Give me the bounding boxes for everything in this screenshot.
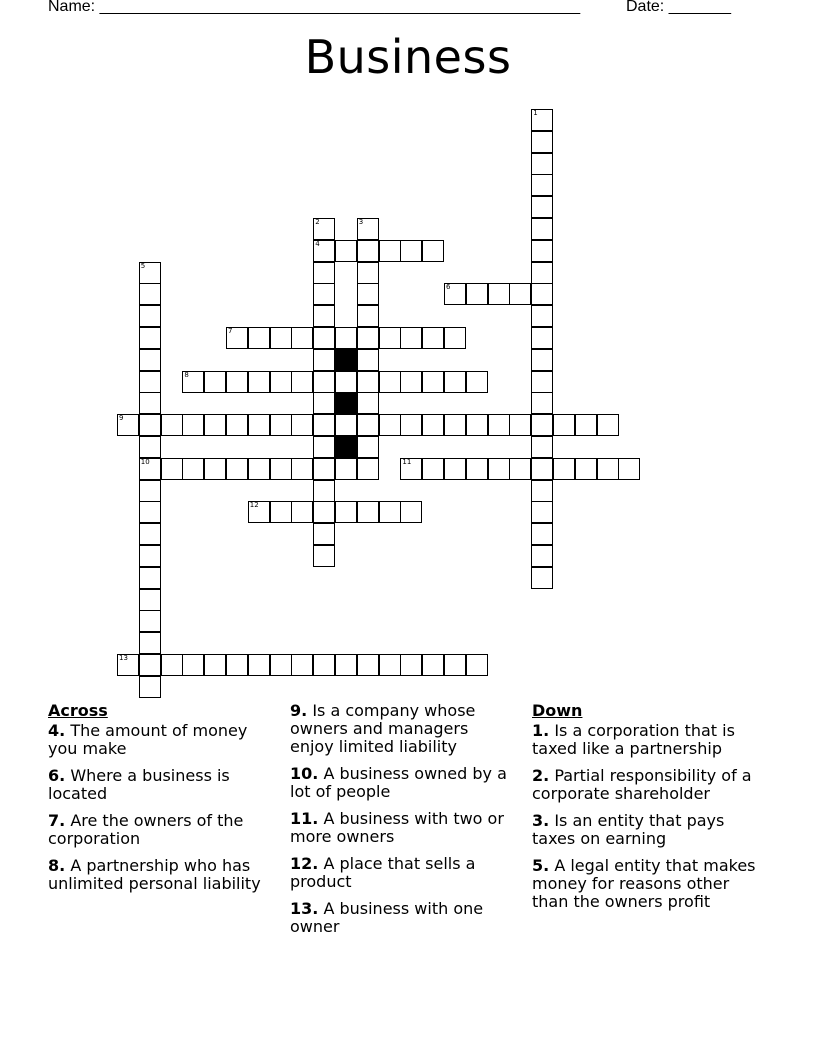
- grid-cell[interactable]: [313, 371, 335, 393]
- grid-cell[interactable]: [400, 654, 422, 676]
- grid-cell[interactable]: [357, 349, 379, 371]
- grid-cell[interactable]: [313, 480, 335, 502]
- grid-cell[interactable]: [509, 458, 531, 480]
- grid-cell[interactable]: [182, 371, 204, 393]
- clue-down-5: 5. A legal entity that makes money for reasons other than the owners profit: [532, 856, 756, 911]
- grid-cell[interactable]: [226, 327, 248, 349]
- grid-cell[interactable]: [313, 349, 335, 371]
- grid-cell[interactable]: [466, 371, 488, 393]
- grid-cell[interactable]: [531, 523, 553, 545]
- grid-cell[interactable]: [444, 414, 466, 436]
- name-line[interactable]: Name: ______________________________________________________: [48, 0, 581, 15]
- grid-cell[interactable]: [531, 349, 553, 371]
- grid-cell[interactable]: [139, 501, 161, 523]
- grid-cell[interactable]: [466, 414, 488, 436]
- grid-cell[interactable]: [379, 654, 401, 676]
- grid-cell[interactable]: [139, 458, 161, 480]
- clue-across-7: 7. Are the owners of the corporation: [48, 811, 244, 848]
- grid-cell[interactable]: [444, 371, 466, 393]
- grid-cell[interactable]: [226, 458, 248, 480]
- grid-cell[interactable]: [379, 240, 401, 262]
- grid-cell[interactable]: [313, 262, 335, 284]
- clue-down-2: 2. Partial responsibility of a corporate shareholder: [532, 766, 752, 803]
- grid-cell[interactable]: [400, 371, 422, 393]
- grid-cell[interactable]: [291, 501, 313, 523]
- grid-cell[interactable]: [335, 240, 357, 262]
- grid-cell[interactable]: [226, 654, 248, 676]
- grid-cell[interactable]: [161, 414, 183, 436]
- grid-cell[interactable]: [575, 414, 597, 436]
- grid-cell[interactable]: [139, 654, 161, 676]
- grid-cell[interactable]: [270, 458, 292, 480]
- grid-cell[interactable]: [313, 414, 335, 436]
- grid-cell[interactable]: [379, 327, 401, 349]
- grid-cell[interactable]: [117, 414, 139, 436]
- grid-cell[interactable]: [248, 327, 270, 349]
- across-column-2: [290, 702, 514, 945]
- grid-cell[interactable]: [444, 654, 466, 676]
- grid-cell[interactable]: [531, 262, 553, 284]
- grid-cell[interactable]: [335, 371, 357, 393]
- grid-cell[interactable]: [204, 414, 226, 436]
- clue-number-label: 3: [358, 218, 364, 226]
- down-column: [532, 702, 768, 920]
- grid-cell[interactable]: [357, 371, 379, 393]
- grid-cell[interactable]: [139, 480, 161, 502]
- clue-down-1: 1. Is a corporation that is taxed like a partnership: [532, 721, 735, 758]
- grid-cell[interactable]: [531, 131, 553, 153]
- grid-cell[interactable]: [248, 414, 270, 436]
- black-cell: [335, 349, 357, 371]
- grid-cell[interactable]: [444, 458, 466, 480]
- grid-cell[interactable]: [400, 240, 422, 262]
- grid-cell[interactable]: [531, 458, 553, 480]
- grid-cell[interactable]: [531, 414, 553, 436]
- grid-cell[interactable]: [313, 305, 335, 327]
- grid-cell[interactable]: [531, 109, 553, 131]
- grid-cell[interactable]: [313, 501, 335, 523]
- grid-cell[interactable]: [291, 458, 313, 480]
- grid-cell[interactable]: [313, 392, 335, 414]
- grid-cell[interactable]: [139, 327, 161, 349]
- grid-cell[interactable]: [531, 153, 553, 175]
- clue-across-9: 9. Is a company whose owners and managers enjoy limited liability: [290, 701, 476, 756]
- grid-cell[interactable]: [597, 414, 619, 436]
- clue-number-label: 7: [228, 327, 233, 335]
- across-heading: Across: [48, 701, 108, 720]
- grid-cell[interactable]: [313, 545, 335, 567]
- grid-cell[interactable]: [270, 654, 292, 676]
- across-column-1: [48, 702, 270, 902]
- grid-cell[interactable]: [444, 327, 466, 349]
- grid-cell[interactable]: [531, 196, 553, 218]
- grid-cell[interactable]: [139, 610, 161, 632]
- grid-cell[interactable]: [139, 262, 161, 284]
- grid-cell[interactable]: [531, 327, 553, 349]
- grid-cell[interactable]: [531, 174, 553, 196]
- grid-cell[interactable]: [139, 283, 161, 305]
- grid-cell[interactable]: [422, 458, 444, 480]
- grid-cell[interactable]: [357, 654, 379, 676]
- grid-cell[interactable]: [509, 414, 531, 436]
- grid-cell[interactable]: [575, 458, 597, 480]
- grid-cell[interactable]: [248, 371, 270, 393]
- clue-number-label: 13: [119, 654, 128, 662]
- grid-cell[interactable]: [553, 414, 575, 436]
- grid-cell[interactable]: [291, 414, 313, 436]
- grid-cell[interactable]: [488, 283, 510, 305]
- grid-cell[interactable]: [400, 458, 422, 480]
- grid-cell[interactable]: [379, 414, 401, 436]
- grid-cell[interactable]: [531, 480, 553, 502]
- clue-across-11: 11. A business with two or more owners: [290, 809, 504, 846]
- grid-cell[interactable]: [139, 545, 161, 567]
- grid-cell[interactable]: [357, 218, 379, 240]
- grid-cell[interactable]: [531, 567, 553, 589]
- page-title: Business: [304, 30, 512, 84]
- grid-cell[interactable]: [379, 371, 401, 393]
- grid-cell[interactable]: [182, 414, 204, 436]
- grid-cell[interactable]: [531, 283, 553, 305]
- grid-cell[interactable]: [379, 501, 401, 523]
- grid-cell[interactable]: [291, 654, 313, 676]
- clue-across-10: 10. A business owned by a lot of people: [290, 764, 507, 801]
- clue-number-label: 4: [315, 239, 320, 248]
- black-cell: [335, 436, 357, 458]
- clue-number-label: 1: [533, 109, 538, 117]
- grid-cell[interactable]: [204, 371, 226, 393]
- grid-cell[interactable]: [357, 240, 379, 262]
- grid-cell[interactable]: [488, 414, 510, 436]
- grid-cell[interactable]: [618, 458, 640, 480]
- grid-cell[interactable]: [422, 654, 444, 676]
- grid-cell[interactable]: [139, 676, 161, 698]
- grid-cell[interactable]: [139, 349, 161, 371]
- clue-across-13: 13. A business with one owner: [290, 899, 484, 936]
- grid-cell[interactable]: [488, 458, 510, 480]
- grid-cell[interactable]: [204, 654, 226, 676]
- grid-cell[interactable]: [357, 327, 379, 349]
- clue-number-label: 5: [140, 261, 146, 270]
- grid-cell[interactable]: [357, 392, 379, 414]
- grid-cell[interactable]: [248, 458, 270, 480]
- grid-cell[interactable]: [139, 523, 161, 545]
- grid-cell[interactable]: [248, 654, 270, 676]
- grid-cell[interactable]: [531, 240, 553, 262]
- grid-cell[interactable]: [357, 305, 379, 327]
- grid-cell[interactable]: [270, 414, 292, 436]
- grid-cell[interactable]: [139, 305, 161, 327]
- grid-cell[interactable]: [335, 414, 357, 436]
- grid-cell[interactable]: [335, 501, 357, 523]
- grid-cell[interactable]: [400, 414, 422, 436]
- grid-cell[interactable]: [139, 436, 161, 458]
- grid-cell[interactable]: [466, 458, 488, 480]
- grid-cell[interactable]: [313, 523, 335, 545]
- grid-cell[interactable]: [335, 327, 357, 349]
- grid-cell[interactable]: [335, 654, 357, 676]
- grid-cell[interactable]: [553, 458, 575, 480]
- grid-cell[interactable]: [313, 283, 335, 305]
- grid-cell[interactable]: [509, 283, 531, 305]
- grid-cell[interactable]: [270, 371, 292, 393]
- grid-cell[interactable]: [161, 458, 183, 480]
- grid-cell[interactable]: [357, 436, 379, 458]
- clue-number-label: 6: [446, 283, 451, 292]
- grid-cell[interactable]: [117, 654, 139, 676]
- grid-cell[interactable]: [357, 458, 379, 480]
- date-line[interactable]: Date: _______: [626, 0, 731, 15]
- grid-cell[interactable]: [204, 458, 226, 480]
- grid-cell[interactable]: [139, 567, 161, 589]
- grid-cell[interactable]: [357, 283, 379, 305]
- grid-cell[interactable]: [422, 327, 444, 349]
- grid-cell[interactable]: [313, 654, 335, 676]
- grid-cell[interactable]: [466, 283, 488, 305]
- grid-cell[interactable]: [531, 218, 553, 240]
- clue-number-label: 8: [184, 370, 189, 379]
- grid-cell[interactable]: [313, 218, 335, 240]
- grid-cell[interactable]: [357, 262, 379, 284]
- grid-cell[interactable]: [531, 392, 553, 414]
- grid-cell[interactable]: [313, 458, 335, 480]
- grid-cell[interactable]: [531, 501, 553, 523]
- grid-cell[interactable]: [531, 305, 553, 327]
- grid-cell[interactable]: [422, 414, 444, 436]
- clue-number-label: 11: [402, 457, 412, 466]
- clue-across-6: 6. Where a business is located: [48, 766, 230, 803]
- grid-cell[interactable]: [139, 589, 161, 611]
- grid-cell[interactable]: [139, 392, 161, 414]
- grid-cell[interactable]: [531, 436, 553, 458]
- grid-cell[interactable]: [313, 436, 335, 458]
- grid-cell[interactable]: [182, 458, 204, 480]
- clue-number-label: 10: [140, 457, 150, 466]
- grid-cell[interactable]: [422, 240, 444, 262]
- clue-across-8: 8. A partnership who has unlimited personal liability: [48, 856, 261, 893]
- grid-cell[interactable]: [291, 327, 313, 349]
- grid-cell[interactable]: [270, 327, 292, 349]
- grid-cell[interactable]: [466, 654, 488, 676]
- grid-cell[interactable]: [335, 458, 357, 480]
- clue-number-label: 12: [249, 501, 259, 510]
- grid-cell[interactable]: [313, 327, 335, 349]
- grid-cell[interactable]: [400, 501, 422, 523]
- grid-cell[interactable]: [270, 501, 292, 523]
- clue-across-12: 12. A place that sells a product: [290, 854, 476, 891]
- grid-cell[interactable]: [313, 240, 335, 262]
- clue-down-3: 3. Is an entity that pays taxes on earning: [532, 811, 725, 848]
- grid-cell[interactable]: [400, 327, 422, 349]
- grid-cell[interactable]: [444, 283, 466, 305]
- grid-cell[interactable]: [226, 371, 248, 393]
- grid-cell[interactable]: [357, 414, 379, 436]
- grid-cell[interactable]: [422, 371, 444, 393]
- grid-cell[interactable]: [357, 501, 379, 523]
- grid-cell[interactable]: [597, 458, 619, 480]
- grid-cell[interactable]: [139, 371, 161, 393]
- grid-cell[interactable]: [226, 414, 248, 436]
- grid-cell[interactable]: [531, 545, 553, 567]
- clue-number-label: 9: [119, 414, 124, 423]
- grid-cell[interactable]: [291, 371, 313, 393]
- grid-cell[interactable]: [139, 414, 161, 436]
- clue-number-label: 2: [315, 218, 320, 226]
- grid-cell[interactable]: [161, 654, 183, 676]
- black-cell: [335, 392, 357, 414]
- grid-cell[interactable]: [531, 371, 553, 393]
- grid-cell[interactable]: [182, 654, 204, 676]
- grid-cell[interactable]: [248, 501, 270, 523]
- clue-across-4: 4. The amount of money you make: [48, 721, 248, 758]
- grid-cell[interactable]: [139, 632, 161, 654]
- down-heading: Down: [532, 701, 583, 720]
